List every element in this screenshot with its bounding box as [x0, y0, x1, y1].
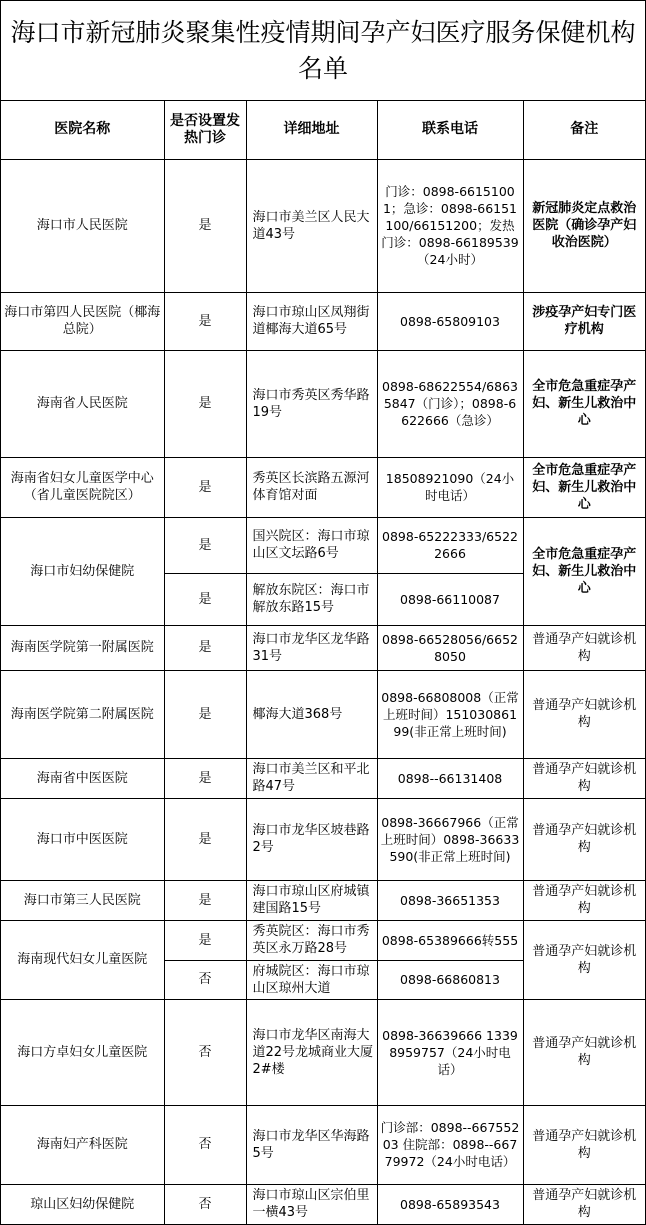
hospital-name: 海口市中医医院	[1, 798, 164, 880]
hospital-phone: 0898-66528056/66528050	[377, 625, 523, 670]
table-row	[1, 159, 645, 292]
hospital-address: 海口市龙华区华海路5号	[246, 1105, 377, 1184]
hospital-note: 全市危急重症孕产妇、新生儿救治中心	[523, 457, 645, 517]
table-row	[1, 920, 645, 960]
hospital-address: 海口市龙华区坡巷路2号	[246, 798, 377, 880]
hospital-name: 海南省人民医院	[1, 350, 164, 457]
hospital-note: 新冠肺炎定点救治医院（确诊孕产妇收治医院）	[523, 159, 645, 292]
fever-clinic-flag: 是	[164, 350, 246, 457]
hospital-note: 普通孕产妇就诊机构	[523, 798, 645, 880]
table-row	[1, 292, 645, 350]
fever-clinic-flag: 是	[164, 573, 246, 625]
hospital-name: 海南医学院第一附属医院	[1, 625, 164, 670]
hospital-address: 国兴院区：海口市琼山区文坛路6号	[246, 517, 377, 573]
hospital-name: 海口市人民医院	[1, 159, 164, 292]
hospital-address: 海口市琼山区凤翔街道椰海大道65号	[246, 292, 377, 350]
hospital-phone: 0898-36639666 13398959757（24小时电话）	[377, 999, 523, 1105]
hospital-name: 海口市第四人民医院（椰海总院）	[1, 292, 164, 350]
hospital-note: 普通孕产妇就诊机构	[523, 1184, 645, 1224]
table-row	[1, 1184, 645, 1224]
hospital-phone: 0898-68622554/68635847（门诊）；0898-6622666（急诊）	[377, 350, 523, 457]
hospital-phone: 门诊部：0898--66755203 住院部：0898--66779972（24小时电话）	[377, 1105, 523, 1184]
hospital-note: 涉疫孕产妇专门医疗机构	[523, 292, 645, 350]
hospital-name: 海南省妇女儿童医学中心（省儿童医院院区）	[1, 457, 164, 517]
table-row	[1, 670, 645, 758]
table-row	[1, 517, 645, 573]
fever-clinic-flag: 是	[164, 880, 246, 920]
hospital-address: 海口市龙华区龙华路31号	[246, 625, 377, 670]
fever-clinic-flag: 是	[164, 920, 246, 960]
hospital-note: 普通孕产妇就诊机构	[523, 625, 645, 670]
table-row	[1, 1105, 645, 1184]
col-header-note: 备注	[523, 101, 645, 159]
fever-clinic-flag: 是	[164, 625, 246, 670]
hospital-note: 普通孕产妇就诊机构	[523, 1105, 645, 1184]
col-header-fever-clinic: 是否设置发热门诊	[164, 101, 246, 159]
hospital-note: 普通孕产妇就诊机构	[523, 880, 645, 920]
hospital-name: 海口方卓妇女儿童医院	[1, 999, 164, 1105]
hospital-phone: 0898-36667966（正常上班时间）0898-36633590(非正常上班时间)	[377, 798, 523, 880]
hospital-phone: 0898-65809103	[377, 292, 523, 350]
hospital-address: 海口市琼山区宗伯里一横43号	[246, 1184, 377, 1224]
hospital-address: 秀英区长滨路五源河体育馆对面	[246, 457, 377, 517]
col-header-name: 医院名称	[1, 101, 164, 159]
hospital-phone: 18508921090（24小时电话）	[377, 457, 523, 517]
hospital-address: 椰海大道368号	[246, 670, 377, 758]
fever-clinic-flag: 是	[164, 159, 246, 292]
fever-clinic-flag: 否	[164, 1184, 246, 1224]
fever-clinic-flag: 是	[164, 457, 246, 517]
fever-clinic-flag: 是	[164, 798, 246, 880]
hospital-name: 海南妇产科医院	[1, 1105, 164, 1184]
table-row	[1, 457, 645, 517]
hospital-phone: 0898-65389666转555	[377, 920, 523, 960]
hospital-address: 海口市琼山区府城镇建国路15号	[246, 880, 377, 920]
hospital-name: 海口市第三人民医院	[1, 880, 164, 920]
hospital-address: 海口市美兰区和平北路47号	[246, 758, 377, 798]
hospital-note: 普通孕产妇就诊机构	[523, 999, 645, 1105]
fever-clinic-flag: 否	[164, 1105, 246, 1184]
hospital-address: 府城院区：海口市琼山区琼州大道	[246, 960, 377, 999]
hospital-phone: 门诊：0898-66151001；急诊：0898-66151100/66151200；发热门诊：0898-66189539（24小时）	[377, 159, 523, 292]
fever-clinic-flag: 是	[164, 758, 246, 798]
hospital-phone: 0898-66860813	[377, 960, 523, 999]
hospital-address: 解放东院区：海口市解放东路15号	[246, 573, 377, 625]
fever-clinic-flag: 是	[164, 292, 246, 350]
document-title: 海口市新冠肺炎聚集性疫情期间孕产妇医疗服务保健机构名单	[1, 1, 645, 101]
col-header-phone: 联系电话	[377, 101, 523, 159]
hospital-note: 普通孕产妇就诊机构	[523, 670, 645, 758]
table-row	[1, 625, 645, 670]
hospital-name: 海口市妇幼保健院	[1, 517, 164, 625]
hospital-address: 海口市美兰区人民大道43号	[246, 159, 377, 292]
hospital-address: 海口市秀英区秀华路19号	[246, 350, 377, 457]
hospital-name: 海南省中医医院	[1, 758, 164, 798]
hospital-name: 琼山区妇幼保健院	[1, 1184, 164, 1224]
hospital-phone: 0898--66131408	[377, 758, 523, 798]
hospital-note: 全市危急重症孕产妇、新生儿救治中心	[523, 350, 645, 457]
fever-clinic-flag: 否	[164, 960, 246, 999]
col-header-address: 详细地址	[246, 101, 377, 159]
hospital-phone: 0898-66110087	[377, 573, 523, 625]
hospital-phone: 0898-65222333/65222666	[377, 517, 523, 573]
table-row	[1, 999, 645, 1105]
hospital-table	[1, 101, 645, 1225]
hospital-name: 海南医学院第二附属医院	[1, 670, 164, 758]
hospital-phone: 0898-65893543	[377, 1184, 523, 1224]
hospital-phone: 0898-36651353	[377, 880, 523, 920]
table-row	[1, 880, 645, 920]
hospital-note: 全市危急重症孕产妇、新生儿救治中心	[523, 517, 645, 625]
hospital-name: 海南现代妇女儿童医院	[1, 920, 164, 999]
hospital-address: 秀英院区：海口市秀英区永万路28号	[246, 920, 377, 960]
fever-clinic-flag: 是	[164, 517, 246, 573]
fever-clinic-flag: 否	[164, 999, 246, 1105]
fever-clinic-flag: 是	[164, 670, 246, 758]
hospital-note: 普通孕产妇就诊机构	[523, 758, 645, 798]
table-row	[1, 350, 645, 457]
hospital-phone: 0898-66808008（正常上班时间）15103086199(非正常上班时间)	[377, 670, 523, 758]
table-row	[1, 758, 645, 798]
hospital-address: 海口市龙华区南海大道22号龙城商业大厦2#楼	[246, 999, 377, 1105]
hospital-note: 普通孕产妇就诊机构	[523, 920, 645, 999]
header-row	[1, 101, 645, 159]
table-row	[1, 798, 645, 880]
